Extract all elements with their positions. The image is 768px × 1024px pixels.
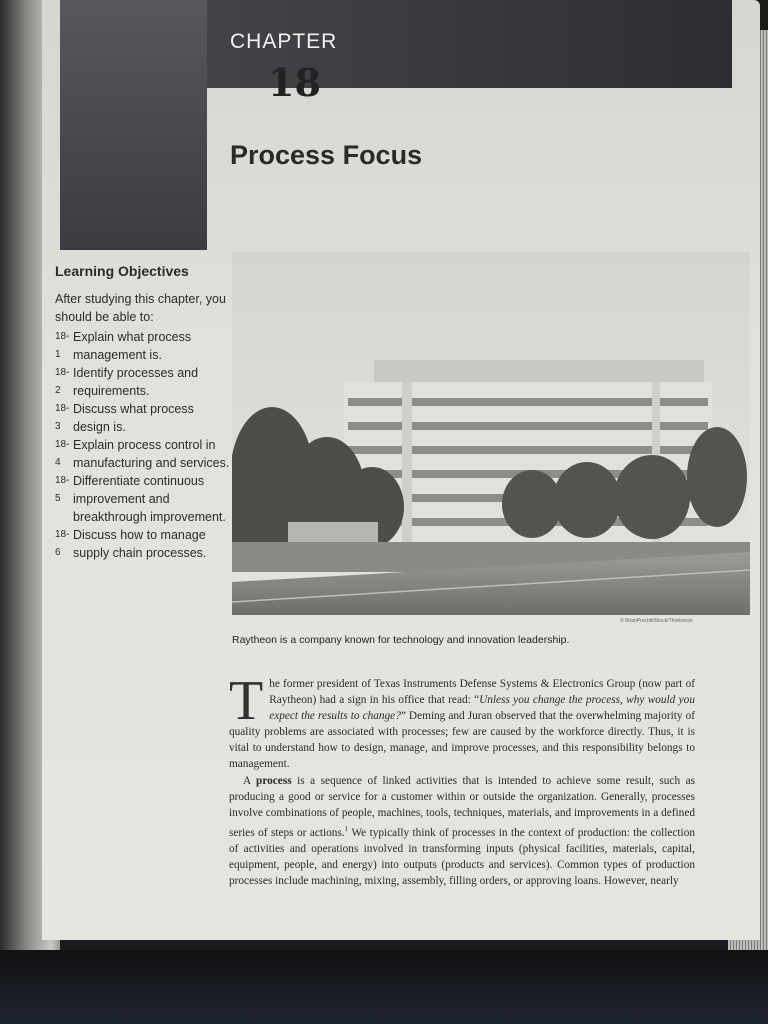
- p1-text-b: ” Deming and Juran observed that the overwhelming majority of quality problems are associated with processes; few are caused by the workforce directly. Thus, it is vital to understand how to design, manage, and improve processes, and this responsibility belongs to management.: [229, 710, 695, 771]
- p2-text-a: A: [243, 774, 257, 787]
- learning-objectives: [55, 262, 230, 562]
- objective-text: Explain process control in manufacturing and services.: [73, 438, 230, 470]
- objective-number: 18-2: [55, 367, 70, 396]
- photo-credit: © BrianPrechtl/iStock/Thinkstock: [620, 618, 693, 624]
- drop-cap: T: [229, 670, 264, 732]
- objective-item: [55, 400, 230, 436]
- p1-quote: Unless you change the process, why would you expect the results to change?: [269, 694, 695, 723]
- objective-item: [55, 436, 230, 472]
- objective-item: [55, 526, 230, 562]
- objective-text: Explain what process management is.: [73, 330, 192, 362]
- objective-text: Differentiate continuous improvement and breakthrough improvement.: [73, 474, 226, 524]
- chapter-number: 18: [268, 60, 321, 105]
- p1-text-a: he former president of Texas Instruments Defense Systems & Electronics Group (now part of Raytheon) had a sign in his office that read: “: [269, 678, 695, 707]
- body-text: [229, 670, 696, 889]
- chapter-label: CHAPTER: [230, 30, 338, 53]
- paragraph-2: [229, 773, 695, 889]
- objective-text: Identify processes and requirements.: [73, 366, 199, 398]
- objective-text: Discuss what process design is.: [73, 402, 194, 434]
- objective-number: 18-3: [55, 403, 70, 432]
- raytheon-building-photo: [232, 252, 750, 615]
- objective-number: 18-6: [55, 529, 70, 558]
- objectives-intro: After studying this chapter, you should be able to:: [55, 292, 226, 324]
- objective-number: 18-5: [55, 475, 70, 504]
- chapter-block: [60, 0, 207, 250]
- objectives-heading: Learning Objectives: [55, 263, 189, 279]
- p2-text-b: is a sequence of linked activities that is intended to achieve some result, such as producing a good or service for a customer within or outside the organization. Generally, processes involve combinations of people, machines, tools, techniques, materials, and improvements in a defined series of steps or actions.: [229, 774, 696, 839]
- objective-item: [55, 472, 230, 526]
- objective-item: [55, 364, 230, 400]
- p2-term: process: [256, 774, 292, 787]
- photo-caption: Raytheon is a company known for technology and innovation leadership.: [232, 634, 570, 646]
- objective-item: [55, 328, 230, 364]
- chapter-title: Process Focus: [230, 140, 423, 170]
- p2-text-c: We typically think of processes in the context of production: the collection of activities and operations involved in transforming inputs (physical facilities, materials, capital, equipment, people, and energy) into outputs (products and services). Common types of production processes include machining, mixing, assembly, filling orders, or approving loans. However, nearly: [229, 826, 695, 887]
- objective-number: 18-1: [55, 331, 70, 360]
- objective-text: Discuss how to manage supply chain processes.: [73, 528, 207, 560]
- paragraph-1: [229, 670, 695, 773]
- footnote-ref: 1: [344, 824, 349, 833]
- objective-number: 18-4: [55, 439, 70, 468]
- background-floor: [0, 950, 768, 1024]
